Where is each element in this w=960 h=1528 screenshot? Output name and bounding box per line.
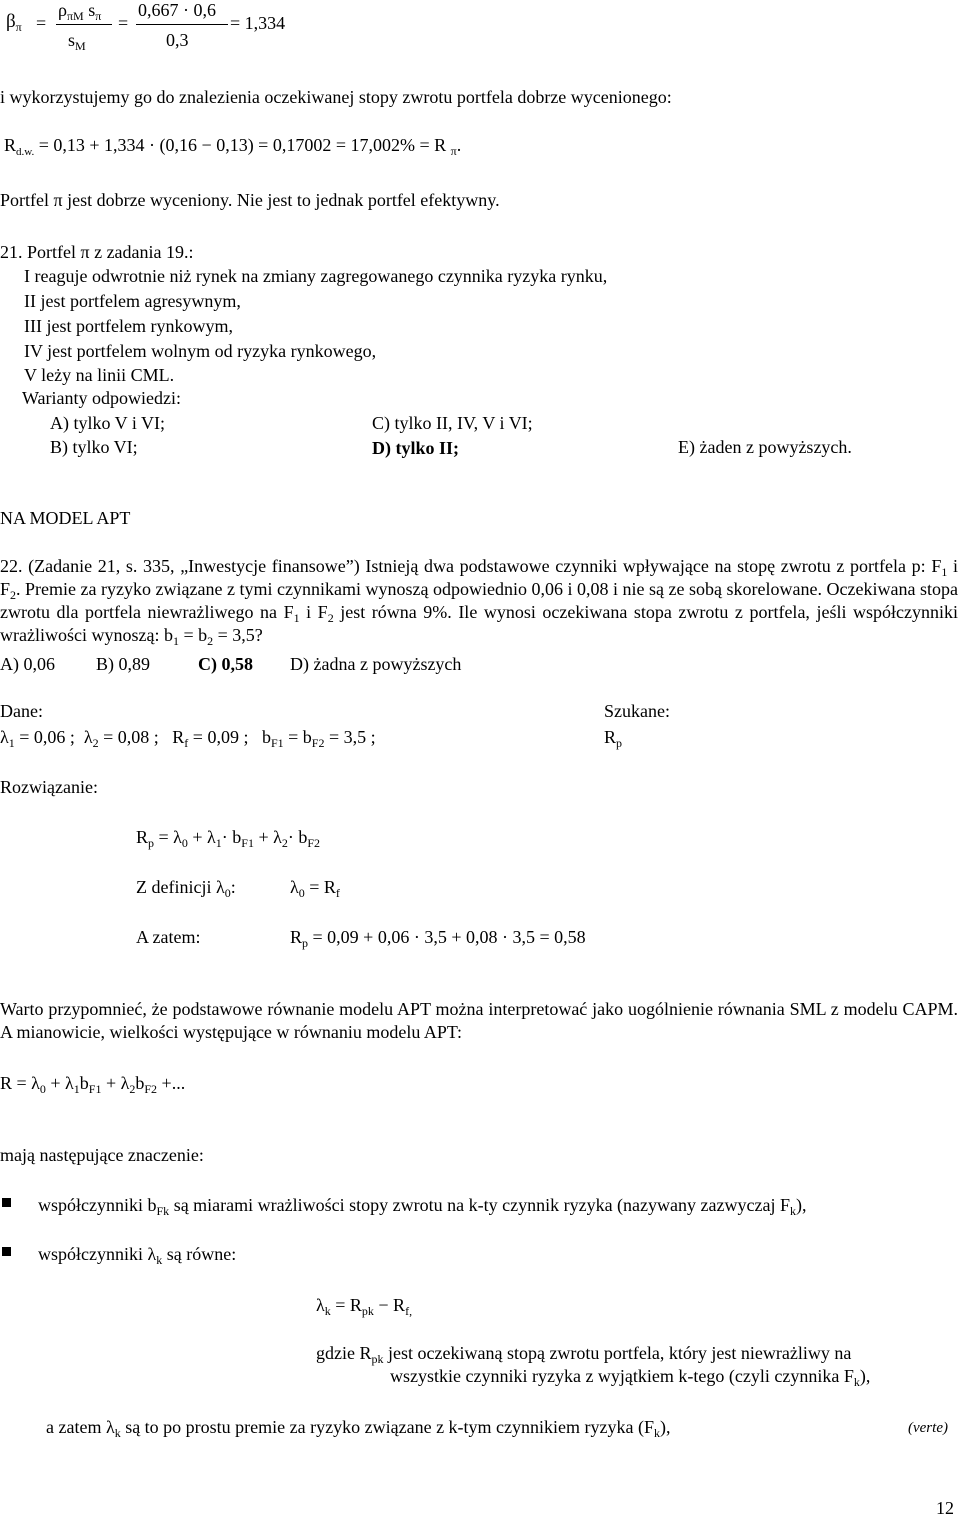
gdzie-line-1: gdzie $R_{pk}$ jest oczekiwaną stopą zwrotu portfela, który jest niewrażliwy na [316, 1343, 852, 1366]
q21-answer-e: E) żaden z powyższych. [678, 437, 852, 457]
verte-note: (verte) [908, 1420, 948, 1436]
warto-paragraph: Warto przypomnieć, że podstawowe równanie modelu APT można interpretować jako uogólnienie równania SML z modelu CAPM. A mianowicie, wielkości występujące w równaniu modelu APT: [0, 999, 958, 1042]
solution-equation-2: $\lambda_0 = R_f$ [290, 877, 340, 900]
solution-equation-3-label: A zatem: [136, 927, 201, 947]
beta-denominator-value: 0,3 [166, 30, 189, 50]
fraction-line [136, 24, 228, 25]
equals-sign: = [36, 13, 47, 33]
beta-numerator-value: 0,667 · 0,6 [138, 0, 216, 20]
solution-equation-1: $R_p = \lambda_0 + \lambda_1\cdot b_{F1} + \lambda_2\cdot b_{F2}$ [136, 827, 321, 850]
dane-values: $\lambda_1 = 0,06$ ; $\lambda_2 = 0,08$ ; $R_f = 0,09$ ; $b_{F1} = b_{F2} = 3,5$ ; [0, 727, 376, 750]
intro-line: i wykorzystujemy go do znalezienia oczekiwanej stopy zwrotu portfela dobrze wycenionego: [0, 87, 672, 107]
q21-item: V leży na linii CML. [24, 365, 175, 385]
bullet-item-1: współczynniki $b_{Fk}$ są miarami wrażliwości stopy zwrotu na k-ty czynnik ryzyka (nazywany zazwyczaj $F_k$), [38, 1195, 807, 1218]
solution-equation-3: $R_p = 0,09 + 0,06 \cdot 3,5 + 0,08 \cdot 3,5 = 0,58$ [290, 927, 586, 950]
q21-title: 21. Portfel π z zadania 19.: [0, 242, 194, 262]
square-bullet-icon [2, 1198, 11, 1207]
q21-answer-a: A) tylko V i VI; [50, 413, 166, 433]
q21-answer-b: B) tylko VI; [50, 437, 138, 457]
q22-answer-b: B) 0,89 [96, 654, 150, 674]
apt-equation: $R = \lambda_0 + \lambda_1b_{F1} + \lambda_2b_{F2}$ +... [0, 1073, 186, 1096]
page-number: 12 [936, 1498, 954, 1518]
square-bullet-icon [2, 1247, 11, 1256]
q21-item: I reaguje odwrotnie niż rynek na zmiany zagregowanego czynnika ryzyka rynku, [24, 266, 608, 286]
rozwiazanie-label: Rozwiązanie: [0, 777, 98, 797]
q22-answer-a: A) 0,06 [0, 654, 55, 674]
section-heading: NA MODEL APT [0, 508, 131, 528]
q21-answer-c: C) tylko II, IV, V i VI; [372, 413, 533, 433]
szukane-label: Szukane: [604, 701, 670, 721]
lambda-k-equation: $\lambda_k = R_{pk} - R_{f,}$ [316, 1295, 413, 1318]
q21-item: III jest portfelem rynkowym, [24, 316, 233, 336]
q21-item: II jest portfelem agresywnym, [24, 291, 241, 311]
beta-lhs: $\beta_\pi$ [6, 11, 22, 34]
q22-answer-c: C) 0,58 [198, 654, 253, 674]
szukane-value: $R_p$ [604, 727, 623, 750]
q22-paragraph: 22. (Zadanie 21, s. 335, „Inwestycje finansowe”) Istnieją dwa podstawowe czynniki wpływające na stopę zwrotu z portfela p: $F_1$ i $F_2$. Premie za ryzyko związane z tymi czynnikami wynoszą odpowiednio 0,06 i 0,08 i nie są ze sobą skorelowane. Oczekiwana stopa zwrotu dla portfela niewrażliwego na $F_1$ i $F_2$ jest równa 9%. Ile wynosi oczekiwana stopa zwrotu z portfela, jeśli współczynniki wrażliwości wynoszą: $b_1 = b_2 = 3,5$? [0, 556, 958, 648]
beta-result: = 1,334 [230, 13, 286, 33]
solution-equation-2-label: Z definicji $\lambda_0$: [136, 877, 236, 900]
portfel-line: Portfel π jest dobrze wyceniony. Nie jest to jednak portfel efektywny. [0, 190, 500, 210]
q21-item: IV jest portfelem wolnym od ryzyka rynkowego, [24, 341, 377, 361]
gdzie-line-2: wszystkie czynniki ryzyka z wyjątkiem k-tego (czyli czynnika $F_k$), [390, 1366, 871, 1389]
fraction-line [56, 24, 112, 25]
beta-numerator: $\rho_{\pi M}$ $s_\pi$ [58, 0, 102, 23]
q21-answer-d: D) tylko II; [372, 438, 460, 458]
bullet-item-2: współczynniki $\lambda_k$ są równe: [38, 1244, 237, 1267]
equals-sign: = [118, 13, 129, 33]
q22-answer-d: D) żadna z powyższych [290, 654, 462, 674]
beta-denominator: $s_M$ [68, 30, 86, 53]
maja-line: mają następujące znaczenie: [0, 1145, 204, 1165]
zatem-line: a zatem $\lambda_k$ są to po prostu premie za ryzyko związane z k-tym czynnikiem ryzyka $(F_k)$, [46, 1417, 671, 1440]
q21-variants-label: Warianty odpowiedzi: [22, 388, 182, 408]
dane-label: Dane: [0, 701, 43, 721]
rdw-formula: $R_{d.w.} = 0,13 + 1,334 \cdot (0,16 - 0,13) = 0,17002 = 17,002\% = R$ $_\pi$. [4, 135, 462, 158]
